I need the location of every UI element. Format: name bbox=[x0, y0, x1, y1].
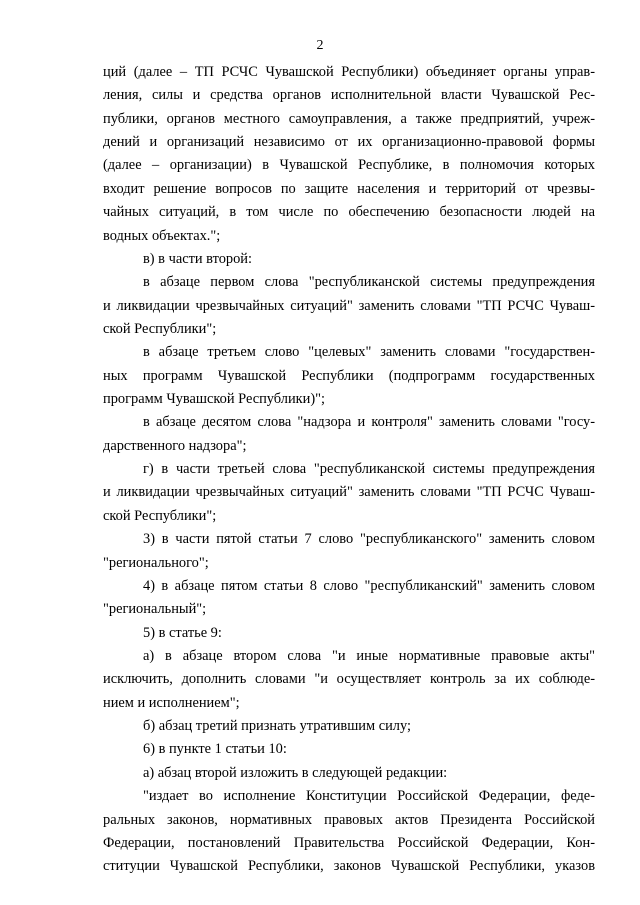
document-body bbox=[103, 61, 595, 879]
text-line: ления, силы и средства органов исполнительной власти Чувашской Рес- bbox=[103, 87, 595, 104]
text-line: г) в части третьей слова "республиканской системы предупреждения bbox=[143, 461, 595, 478]
text-line: 6) в пункте 1 статьи 10: bbox=[143, 741, 287, 758]
text-line: ституции Чувашской Республики, законов Чувашской Республики, указов bbox=[103, 858, 595, 875]
text-line: Федерации, постановлений Правительства Российской Федерации, Кон- bbox=[103, 834, 595, 851]
text-line: водных объектах."; bbox=[103, 227, 221, 244]
text-line: в абзаце десятом слова "надзора и контроля" заменить словами "госу- bbox=[143, 414, 595, 431]
text-line: публики, органов местного самоуправления, а также предприятий, учреж- bbox=[103, 110, 595, 127]
text-line: исключить, дополнить словами "и осуществляет контроль за их соблюде- bbox=[103, 671, 595, 688]
text-line: 5) в статье 9: bbox=[143, 624, 222, 641]
text-line: (далее – организации) в Чувашской Республике, в полномочия которых bbox=[103, 157, 595, 174]
text-line: "издает во исполнение Конституции Российской Федерации, феде- bbox=[143, 788, 595, 805]
text-line: б) абзац третий признать утратившим силу; bbox=[143, 718, 411, 735]
text-line: ных программ Чувашской Республики (подпрограмм государственных bbox=[103, 367, 595, 384]
text-line: ральных законов, нормативных правовых актов Президента Российской bbox=[103, 811, 595, 828]
text-line: а) в абзаце втором слова "и иные нормативные правовые акты" bbox=[143, 647, 595, 664]
text-line: "регионального"; bbox=[103, 554, 209, 571]
text-line: 3) в части пятой статьи 7 слово "республиканского" заменить словом bbox=[143, 531, 595, 548]
text-line: а) абзац второй изложить в следующей редакции: bbox=[143, 764, 448, 781]
text-line: ской Республики"; bbox=[103, 320, 217, 337]
text-line: "региональный"; bbox=[103, 601, 207, 618]
text-line: в абзаце первом слова "республиканской системы предупреждения bbox=[143, 274, 595, 291]
text-line: и ликвидации чрезвычайных ситуаций" заменить словами "ТП РСЧС Чуваш- bbox=[103, 297, 595, 314]
text-line: дений и организаций независимо от их организационно-правовой формы bbox=[103, 134, 595, 151]
text-line: в) в части второй: bbox=[143, 250, 252, 267]
text-line: входит решение вопросов по защите населения и территорий от чрезвы- bbox=[103, 180, 595, 197]
page-number: 2 bbox=[316, 38, 324, 53]
text-line: программ Чувашской Республики)"; bbox=[103, 391, 326, 408]
text-line: нием и исполнением"; bbox=[103, 694, 240, 711]
text-line: в абзаце третьем слово "целевых" заменить словами "государствен- bbox=[143, 344, 595, 361]
text-line: дарственного надзора"; bbox=[103, 437, 247, 454]
text-line: 4) в абзаце пятом статьи 8 слово "республиканский" заменить словом bbox=[143, 577, 595, 594]
text-line: ской Республики"; bbox=[103, 507, 217, 524]
text-line: ций (далее – ТП РСЧС Чувашской Республики) объединяет органы управ- bbox=[103, 64, 595, 80]
text-line: и ликвидации чрезвычайных ситуаций" заменить словами "ТП РСЧС Чуваш- bbox=[103, 484, 595, 501]
text-line: чайных ситуаций, в том числе по обеспечению безопасности людей на bbox=[103, 204, 595, 221]
